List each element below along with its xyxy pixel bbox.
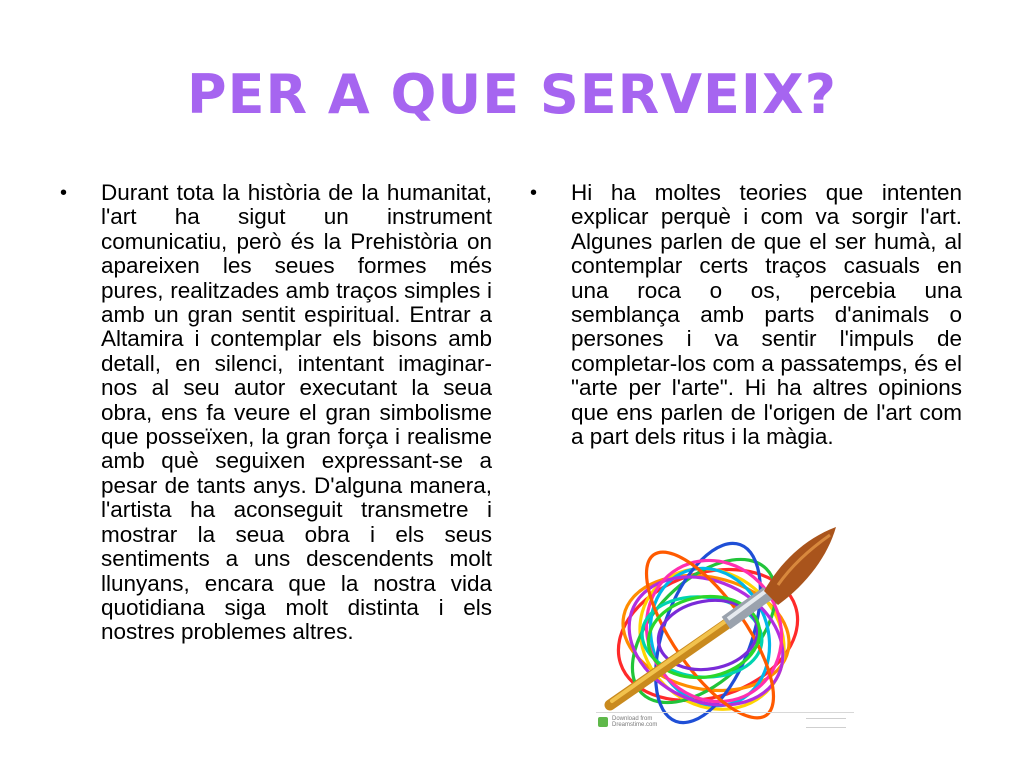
stock-logo-icon xyxy=(598,717,608,727)
image-source-text xyxy=(612,716,657,728)
slide-title: PER A QUE SERVEIX? xyxy=(187,63,837,126)
right-column xyxy=(530,181,962,449)
bullet-marker: • xyxy=(530,182,538,204)
left-column xyxy=(60,181,492,645)
left-paragraph: Durant tota la història de la humanitat, l'art ha sigut un instrument comunicatiu, però és la Prehistòria on apareixen les seues formes més pures, realitzades amb traços simples i amb un gran sentit espiritual. Entrar a Altamira i contemplar els bisons amb detall, en silenci, intentant imaginar-nos al seu autor executant la seua obra, ens fa veure el gran simbolisme que posseïxen, la gran força i realisme amb què seguixen expressant-se a pesar de tants anys. D'alguna manera, l'artista ha aconseguit transmetre i mostrar la seua obra i els seus sentiments a uns descendents molt llunyans, encara que la nostra vida quotidiana siga molt distinta i els nostres problemes altres. xyxy=(101,180,492,645)
image-caption-line1: Download from xyxy=(612,716,653,722)
paintbrush-color-swirl-icon xyxy=(588,505,868,735)
image-caption-line2: Dreamstime.com xyxy=(612,722,658,728)
image-source-bar xyxy=(596,712,854,733)
bullet-item-left xyxy=(60,181,492,645)
stock-decoration xyxy=(806,718,846,728)
right-paragraph: Hi ha moltes teories que intenten explicar perquè i com va sorgir l'art. Algunes parlen de que el ser humà, al contemplar certs traços casuals en una roca o os, percebia una semblança amb parts d'animals o persones i va sentir l'impuls de completar-los com a passatemps, és el "arte per l'arte". Hi ha altres opinions que ens parlen de l'origen de l'art com a part dels ritus i la màgia. xyxy=(571,180,962,450)
bullet-item-right xyxy=(530,181,962,449)
bullet-marker: • xyxy=(60,182,68,204)
